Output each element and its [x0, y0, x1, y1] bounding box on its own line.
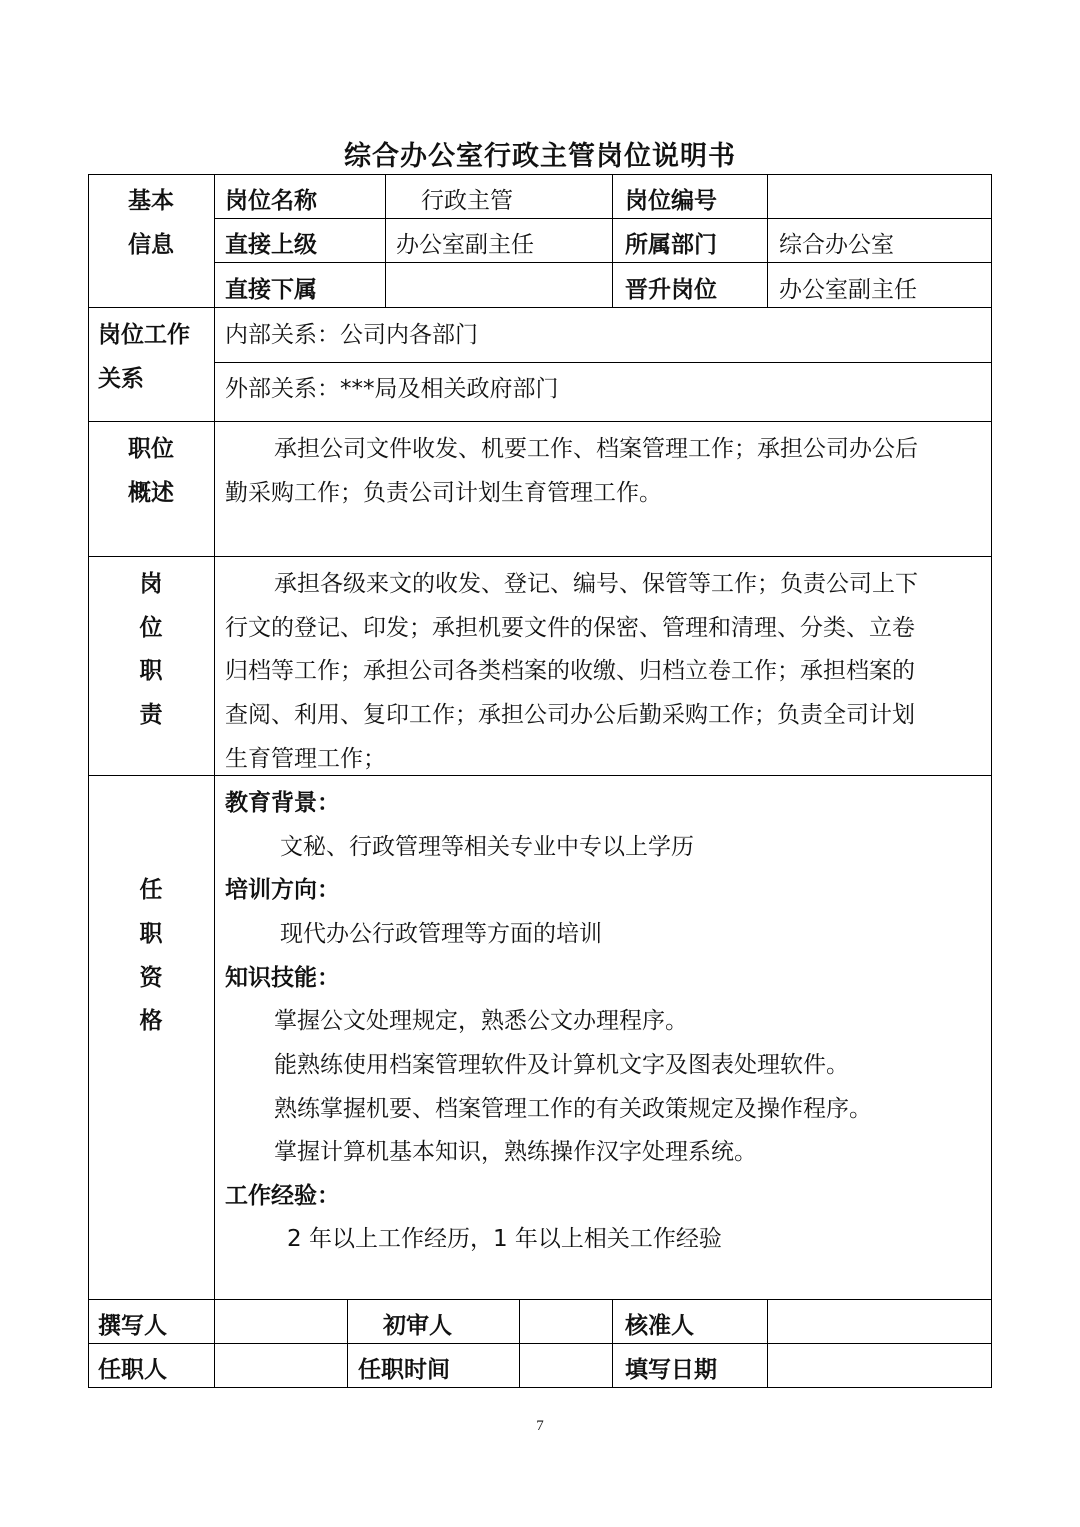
- position-name-value: 行政主管: [421, 188, 513, 214]
- duties-label-char: 责: [139, 702, 163, 728]
- education-text: 文秘、行政管理等相关专业中专以上学历: [280, 834, 694, 860]
- skills-heading: 知识技能：: [225, 965, 340, 991]
- promotion-position-label: 晋升岗位: [625, 277, 717, 303]
- direct-subordinate-label: 直接下属: [225, 277, 317, 303]
- training-text: 现代办公行政管理等方面的培训: [280, 921, 602, 947]
- training-heading: 培训方向：: [225, 877, 340, 903]
- skills-item: 掌握公文处理规定，熟悉公文办理程序。: [274, 1008, 688, 1034]
- direct-superior-value: 办公室副主任: [396, 232, 534, 258]
- qualifications-label-char: 任: [139, 877, 163, 903]
- duties-label-char: 位: [139, 615, 163, 641]
- basic-info-label-line1: 基本: [128, 188, 174, 214]
- fill-date-label: 填写日期: [625, 1357, 717, 1383]
- writer-label: 撰写人: [98, 1313, 167, 1339]
- experience-text: 2 年以上工作经历，1 年以上相关工作经验: [287, 1226, 722, 1252]
- promotion-position-value: 办公室副主任: [779, 277, 917, 303]
- skills-item: 熟练掌握机要、档案管理工作的有关政策规定及操作程序。: [274, 1096, 872, 1122]
- duties-line: 行文的登记、印发；承担机要文件的保密、管理和清理、分类、立卷: [225, 615, 915, 641]
- qualifications-label-char: 资: [139, 965, 163, 991]
- work-relations-label-line2: 关系: [98, 366, 144, 392]
- tenure-time-label: 任职时间: [358, 1357, 450, 1383]
- experience-heading: 工作经验：: [225, 1183, 340, 1209]
- incumbent-label: 任职人: [98, 1357, 167, 1383]
- duties-label-char: 职: [139, 658, 163, 684]
- qualifications-label-char: 格: [139, 1008, 163, 1034]
- skills-item: 能熟练使用档案管理软件及计算机文字及图表处理软件。: [274, 1052, 849, 1078]
- skills-item: 掌握计算机基本知识，熟练操作汉字处理系统。: [274, 1139, 757, 1165]
- duties-line: 承担各级来文的收发、登记、编号、保管等工作；负责公司上下: [274, 571, 918, 597]
- duties-label-char: 岗: [139, 571, 163, 597]
- position-code-label: 岗位编号: [625, 188, 717, 214]
- summary-label-line2: 概述: [128, 480, 174, 506]
- approver-label: 核准人: [625, 1313, 694, 1339]
- summary-line: 勤采购工作；负责公司计划生育管理工作。: [225, 480, 662, 506]
- page-number: 7: [536, 1418, 544, 1434]
- document-title: 综合办公室行政主管岗位说明书: [344, 141, 736, 172]
- first-review-label: 初审人: [383, 1313, 452, 1339]
- summary-line: 承担公司文件收发、机要工作、档案管理工作；承担公司办公后: [274, 436, 918, 462]
- qualifications-label-char: 职: [139, 921, 163, 947]
- duties-line: 生育管理工作；: [225, 746, 386, 772]
- basic-info-label-line2: 信息: [128, 232, 174, 258]
- direct-superior-label: 直接上级: [225, 232, 317, 258]
- work-relations-label-line1: 岗位工作: [98, 322, 190, 348]
- duties-line: 归档等工作；承担公司各类档案的收缴、归档立卷工作；承担档案的: [225, 658, 915, 684]
- external-relations: 外部关系：***局及相关政府部门: [225, 376, 559, 402]
- position-name-label: 岗位名称: [225, 188, 317, 214]
- department-value: 综合办公室: [779, 232, 894, 258]
- duties-line: 查阅、利用、复印工作；承担公司办公后勤采购工作；负责全司计划: [225, 702, 915, 728]
- education-heading: 教育背景：: [225, 790, 340, 816]
- department-label: 所属部门: [625, 232, 717, 258]
- internal-relations: 内部关系：公司内各部门: [225, 322, 478, 348]
- summary-label-line1: 职位: [128, 436, 174, 462]
